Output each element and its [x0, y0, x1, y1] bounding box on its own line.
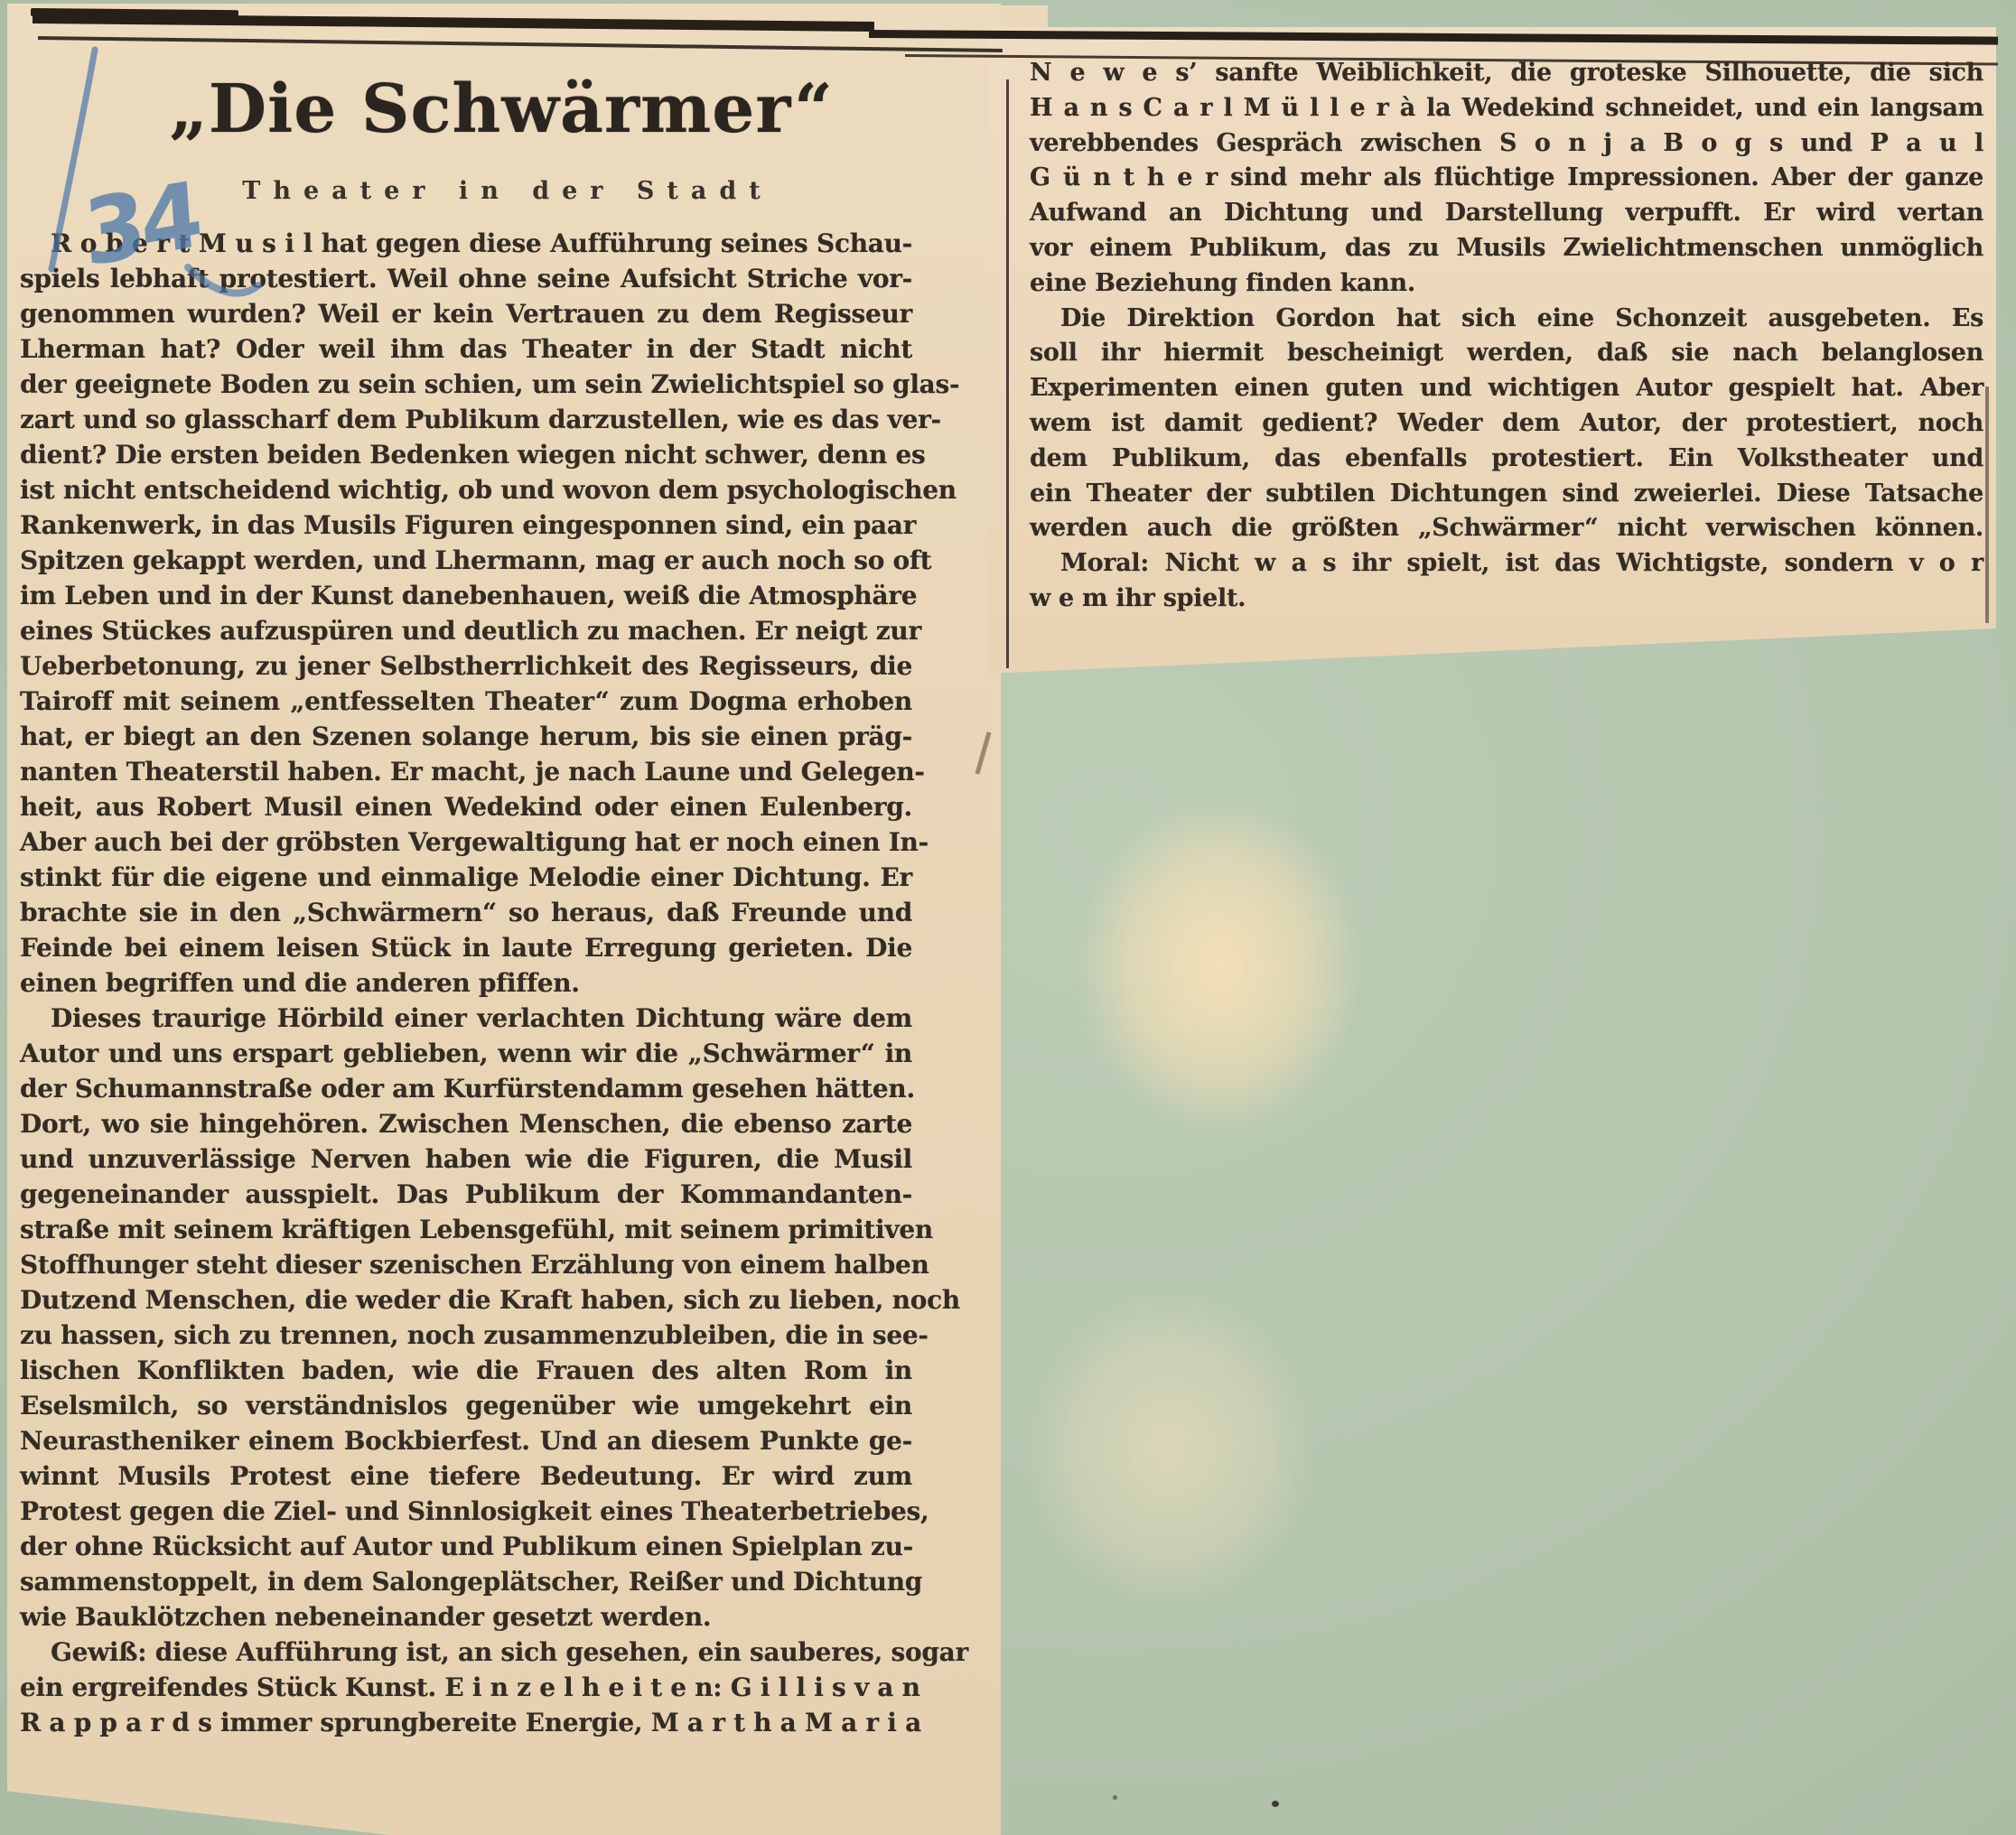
text-line: R a p p a r d s immer sprungbereite Energie, M a r t h a M a r i a [20, 1708, 921, 1737]
text-line: wie Bauklötzchen nebeneinander gesetzt werden. [20, 1602, 712, 1632]
text-line: brachte sie in den „Schwärmern“ so heraus, daß Freunde und [20, 898, 912, 927]
text-line: Ueberbetonung, zu jener Selbstherrlichkeit des Regisseurs, die [20, 651, 912, 681]
text-line: Feinde bei einem leisen Stück in laute Erregung gerieten. Die [20, 933, 912, 963]
text-line: Rankenwerk, in das Musils Figuren eingesponnen sind, ein paar [20, 510, 917, 540]
text-line: winnt Musils Protest eine tiefere Bedeutung. Er wird zum [20, 1461, 912, 1491]
text-line: H a n s C a r l M ü l l e r à la Wedekind schneidet, und ein langsam [1030, 93, 1983, 122]
text-line: ist nicht entscheidend wichtig, ob und wovon dem psychologischen [20, 475, 957, 505]
text-line: werden auch die größten „Schwärmer“ nicht verwischen können. [1030, 514, 1983, 543]
text-line: eine Beziehung finden kann. [1030, 268, 1415, 297]
text-line: wem ist damit gedient? Weder dem Autor, der protestiert, noch [1030, 408, 1983, 437]
text-line: ein ergreifendes Stück Kunst. E i n z e l h e i t e n: G i l l i s v a n [20, 1672, 920, 1702]
text-line: Spitzen gekappt werden, und Lhermann, mag er auch noch so oft [20, 545, 932, 575]
ink-speck [1113, 1795, 1117, 1800]
text-line: Dort, wo sie hingehören. Zwischen Menschen, die ebenso zarte [20, 1109, 912, 1139]
text-line: Tairoff mit seinem „entfesselten Theater“ zum Dogma erhoben [20, 686, 912, 716]
text-line: und unzuverlässige Nerven haben wie die Figuren, die Musil [20, 1144, 912, 1174]
text-line: straße mit seinem kräftigen Lebensgefühl, mit seinem primitiven [20, 1215, 933, 1244]
text-line: Stoffhunger steht dieser szenischen Erzählung von einem halben [20, 1250, 929, 1280]
text-line: nanten Theaterstil haben. Er macht, je nach Laune und Gelegen- [20, 757, 925, 787]
text-line: Autor und uns erspart geblieben, wenn wir die „Schwärmer“ in [20, 1039, 912, 1068]
text-line: der geeignete Boden zu sein schien, um sein Zwielichtspiel so glas- [20, 369, 960, 399]
text-line: spiels lebhaft protestiert. Weil ohne seine Aufsicht Striche vor- [20, 264, 912, 293]
text-line: Experimenten einen guten und wichtigen Autor gespielt hat. Aber [1030, 374, 1983, 403]
text-line: Aufwand an Dichtung und Darstellung verpufft. Er wird vertan [1030, 199, 1983, 228]
text-line: verebbendes Gespräch zwischen S o n j a B o g s und P a u l [1030, 128, 1983, 157]
text-line: w e m ihr spielt. [1030, 583, 1246, 612]
handwritten-number: 34 [79, 161, 201, 288]
text-line: Gewiß: diese Aufführung ist, an sich gesehen, ein sauberes, sogar [51, 1637, 968, 1667]
text-line: Aber auch bei der gröbsten Vergewaltigung hat er noch einen In- [20, 827, 929, 857]
ink-speck [1272, 1801, 1279, 1807]
text-line: der ohne Rücksicht auf Autor und Publikum einen Spielplan zu- [20, 1532, 913, 1561]
text-line: soll ihr hiermit bescheinigt werden, daß sie nach belanglosen [1030, 339, 1983, 368]
text-line: heit, aus Robert Musil einen Wedekind oder einen Eulenberg. [20, 792, 912, 822]
text-line: G ü n t h e r sind mehr als flüchtige Impressionen. Aber der ganze [1030, 163, 1983, 192]
paper-stain [1021, 731, 1418, 1201]
text-line: R o b e r t M u s i l hat gegen diese Aufführung seines Schau- [51, 228, 912, 258]
text-line: stinkt für die eigene und einmalige Melodie einer Dichtung. Er [20, 862, 912, 892]
text-line: N e w e s’ sanfte Weiblichkeit, die groteske Silhouette, die sich [1030, 59, 1983, 87]
article-column-right [1030, 56, 1983, 617]
text-line: Die Direktion Gordon hat sich eine Schonzeit ausgebeten. Es [1060, 303, 1983, 332]
text-line: der Schumannstraße oder am Kurfürstendamm gesehen hätten. [20, 1074, 915, 1104]
text-line: genommen wurden? Weil er kein Vertrauen zu dem Regisseur [20, 299, 912, 329]
text-line: dient? Die ersten beiden Bedenken wiegen nicht schwer, denn es [20, 440, 926, 470]
column-divider-rule [1006, 79, 1009, 668]
text-line: Lherman hat? Oder weil ihm das Theater in der Stadt nicht [20, 334, 912, 364]
text-line: Moral: Nicht w a s ihr spielt, ist das Wichtigste, sondern v o r [1060, 549, 1983, 578]
article-title: „Die Schwärmer“ [169, 70, 834, 148]
text-line: gegeneinander ausspielt. Das Publikum der Kommandanten- [20, 1179, 912, 1209]
text-line: dem Publikum, das ebenfalls protestiert. Ein Volkstheater und [1030, 443, 1983, 472]
text-line: sammenstoppelt, in dem Salongeplätscher, Reißer und Dichtung [20, 1567, 923, 1597]
text-line: eines Stückes aufzuspüren und deutlich zu machen. Er neigt zur [20, 616, 921, 646]
text-line: ein Theater der subtilen Dichtungen sind zweierlei. Diese Tatsache [1030, 479, 1983, 508]
text-line: hat, er biegt an den Szenen solange herum, bis sie einen präg- [20, 722, 912, 751]
text-line: Dutzend Menschen, die weder die Kraft haben, sich zu lieben, noch [20, 1285, 960, 1315]
text-line: zu hassen, sich zu trennen, noch zusammenzubleiben, die in see- [20, 1320, 929, 1350]
text-line: vor einem Publikum, das zu Musils Zwielichtmenschen unmöglich [1030, 233, 1983, 262]
text-line: im Leben und in der Kunst danebenhauen, weiß die Atmosphäre [20, 581, 918, 610]
text-line: Neurastheniker einem Bockbierfest. Und an diesem Punkte ge- [20, 1426, 912, 1456]
text-line: Dieses traurige Hörbild einer verlachten Dichtung wäre dem [51, 1003, 912, 1033]
clipping-right-edge-mark [1985, 387, 1989, 623]
article-column-left [20, 226, 968, 1740]
text-line: lischen Konflikten baden, wie die Frauen des alten Rom in [20, 1355, 912, 1385]
paper-stain [975, 1237, 1364, 1662]
article-subtitle: Theater in der Stadt [242, 177, 773, 205]
text-line: zart und so glasscharf dem Publikum darzustellen, wie es das ver- [20, 405, 941, 434]
text-line: Protest gegen die Ziel- und Sinnlosigkeit eines Theaterbetriebes, [20, 1496, 929, 1526]
text-line: einen begriffen und die anderen pfiffen. [20, 968, 580, 998]
text-line: Eselsmilch, so verständnislos gegenüber wie umgekehrt ein [20, 1391, 912, 1420]
